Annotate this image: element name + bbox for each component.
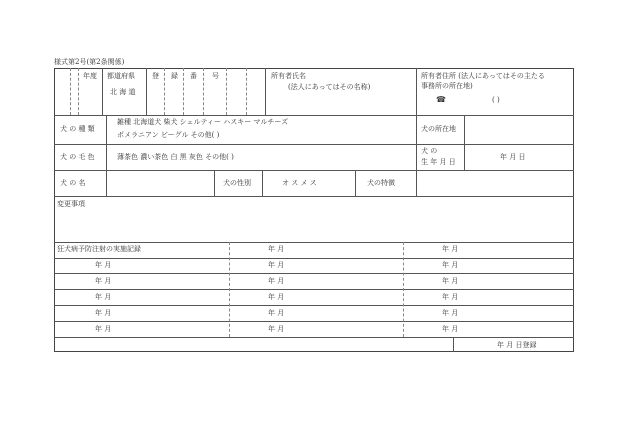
- birth-ymd: 年 月 日: [500, 153, 526, 161]
- breed-label: 犬 の 種 類: [60, 125, 95, 133]
- rabies-row-divider: [54, 305, 574, 306]
- rabies-ym: 年 月: [268, 245, 285, 253]
- name-divider: [214, 170, 215, 196]
- breed-options-line1: 雑種 北海道犬 柴犬 シェルティー ハスキー マルチーズ: [117, 118, 289, 126]
- rabies-ym: 年 月: [442, 245, 459, 253]
- color-divider: [464, 144, 465, 170]
- row-divider: [54, 115, 574, 116]
- header-divider: [416, 68, 417, 115]
- rabies-row-divider: [54, 273, 574, 274]
- telephone-icon: ☎: [436, 95, 446, 104]
- owner-name-note: (法人にあってはその名称): [288, 83, 371, 91]
- rabies-row-divider: [54, 321, 574, 322]
- form-number: 様式第2号(第2条関係): [54, 58, 125, 66]
- row-divider: [54, 242, 574, 243]
- header-divider: [203, 68, 204, 115]
- header-divider: [70, 68, 71, 115]
- rabies-column-divider: [229, 242, 230, 337]
- header-divider: [226, 68, 227, 115]
- rabies-ym: 年 月: [95, 325, 112, 333]
- dog-location-label: 犬の所在地: [421, 125, 456, 133]
- owner-name-label: 所有者氏名: [271, 72, 306, 80]
- rabies-ym: 年 月: [95, 293, 112, 301]
- rabies-row-divider: [54, 337, 574, 338]
- owner-address-label2: 事務所の所在地): [421, 82, 473, 90]
- header-divider: [78, 68, 79, 115]
- color-label: 犬 の 毛 色: [60, 153, 95, 161]
- color-divider: [106, 144, 107, 170]
- reg-char: 登: [152, 72, 159, 80]
- row-divider: [54, 196, 574, 197]
- registration-date: 年 月 日登録: [497, 341, 537, 349]
- header-divider: [183, 68, 184, 115]
- reg-char: 番: [190, 72, 197, 80]
- features-label: 犬の特徴: [367, 179, 395, 187]
- color-options: 薄茶色 濃い茶色 白 黒 灰色 その他( ): [117, 153, 234, 161]
- breed-options-line2: ポメラニアン ビーグル その他( ): [117, 131, 220, 139]
- header-divider: [102, 68, 103, 115]
- registration-divider: [453, 337, 454, 352]
- rabies-row-divider: [54, 289, 574, 290]
- rabies-ym: 年 月: [95, 277, 112, 285]
- rabies-ym: 年 月: [442, 261, 459, 269]
- header-divider: [146, 68, 147, 115]
- rabies-row-divider: [54, 258, 574, 259]
- dog-name-label: 犬 の 名: [60, 179, 86, 187]
- prefecture-label: 都道府県: [107, 72, 135, 80]
- color-divider: [416, 144, 417, 170]
- rabies-ym: 年 月: [268, 261, 285, 269]
- owner-address-label: 所有者住所 (法人にあってはその主たる: [421, 72, 545, 80]
- rabies-ym: 年 月: [95, 309, 112, 317]
- sex-label: 犬の性別: [223, 179, 251, 187]
- rabies-ym: 年 月: [442, 293, 459, 301]
- rabies-ym: 年 月: [442, 309, 459, 317]
- breed-divider: [464, 115, 465, 144]
- breed-divider: [416, 115, 417, 144]
- reg-char: 録: [171, 72, 178, 80]
- breed-divider: [106, 115, 107, 144]
- rabies-ym: 年 月: [95, 261, 112, 269]
- name-divider: [355, 170, 356, 196]
- header-divider: [265, 68, 266, 115]
- birth-label-bottom: 生 年 月 日: [421, 158, 456, 166]
- row-divider: [54, 170, 574, 171]
- header-divider: [164, 68, 165, 115]
- changes-label: 変更事項: [57, 200, 85, 208]
- registration-form-frame: [54, 68, 574, 352]
- rabies-ym: 年 月: [268, 325, 285, 333]
- rabies-ym: 年 月: [268, 277, 285, 285]
- sex-values: オ ス メ ス: [282, 179, 317, 187]
- row-divider: [54, 144, 574, 145]
- phone-paren: ( ): [492, 96, 500, 104]
- rabies-ym: 年 月: [442, 277, 459, 285]
- hokkaido-label: 北 海 道: [110, 88, 136, 96]
- rabies-column-divider: [403, 242, 404, 337]
- rabies-ym: 年 月: [268, 309, 285, 317]
- rabies-ym: 年 月: [442, 325, 459, 333]
- rabies-label: 狂犬病予防注射の実施記録: [57, 245, 141, 253]
- reg-char: 号: [212, 72, 219, 80]
- header-divider: [246, 68, 247, 115]
- name-divider: [416, 170, 417, 196]
- rabies-ym: 年 月: [268, 293, 285, 301]
- birth-label-top: 犬 の: [421, 147, 438, 155]
- name-divider: [106, 170, 107, 196]
- nendo-label: 年度: [83, 72, 97, 80]
- name-divider: [262, 170, 263, 196]
